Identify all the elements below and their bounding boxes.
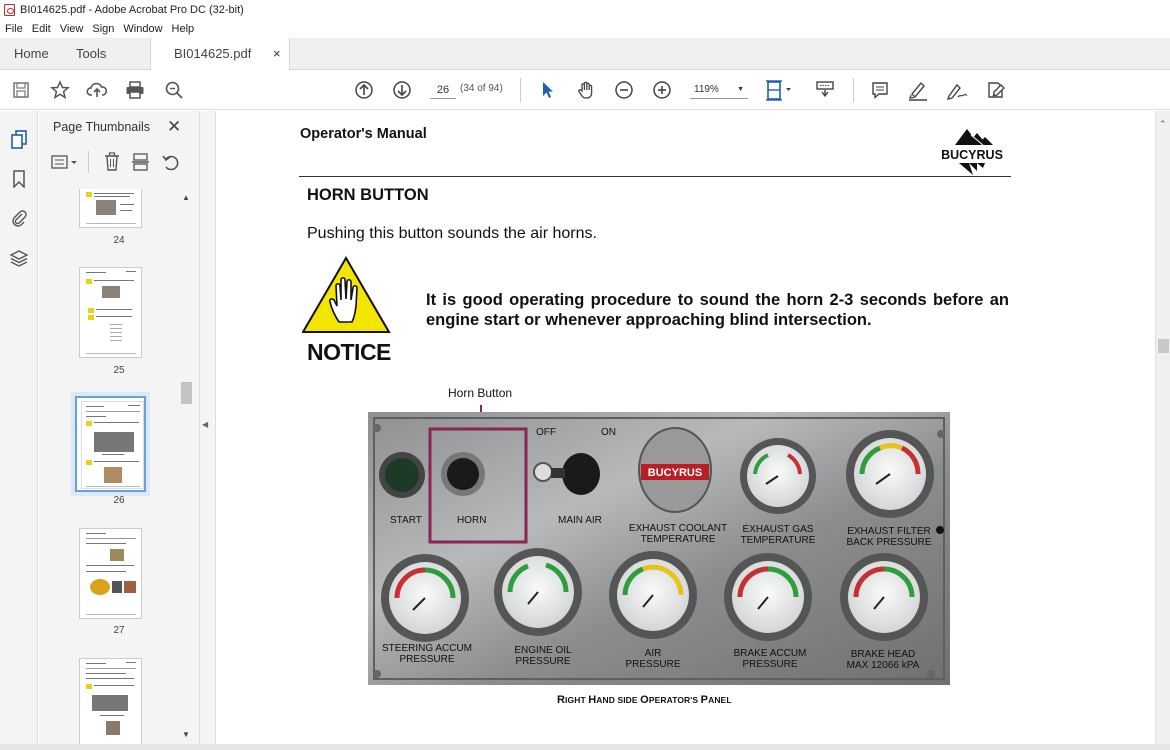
chevron-down-icon: ▼ [737, 86, 744, 93]
brake-accum-label: BRAKE ACCUM PRESSURE [733, 648, 807, 670]
tab-tools[interactable]: Tools [76, 46, 107, 61]
zoom-level-select[interactable] [690, 81, 748, 99]
horn-label: HORN [457, 515, 487, 526]
steering-accum-label: STEERING ACCUM PRESSURE [382, 643, 473, 665]
scroll-up-icon[interactable]: ⌃ [1159, 119, 1167, 129]
bookmarks-icon[interactable] [10, 170, 28, 188]
thumbnail-page-28[interactable] [79, 658, 142, 744]
thumbnail-list [39, 189, 199, 744]
toolbar-divider [853, 78, 854, 102]
figure-caption [557, 694, 732, 706]
sign-icon[interactable] [944, 78, 970, 102]
page-thumbnails-panel [39, 111, 199, 750]
print-icon[interactable] [124, 78, 146, 102]
exhaust-filter-label: EXHAUST FILTER BACK PRESSURE [846, 526, 932, 548]
hand-tool-icon[interactable] [574, 78, 598, 102]
exhaust-coolant-label: EXHAUST COOLANT TEMPERATURE [628, 523, 728, 545]
start-label: START [390, 515, 422, 526]
window-title: BI014625.pdf - Adobe Acrobat Pro DC (32-bit) [20, 4, 244, 16]
next-page-icon[interactable] [390, 78, 414, 102]
caption-part: H [588, 694, 597, 706]
menu-edit[interactable]: Edit [31, 23, 51, 35]
body-text: Pushing this button sounds the air horns. [307, 225, 597, 242]
undo-icon[interactable] [161, 152, 181, 177]
notice-label: NOTICE [307, 339, 391, 365]
thumbnail-label: 27 [113, 625, 125, 636]
collapse-panel-icon[interactable]: ◀ [202, 420, 209, 429]
thumbnail-label: 25 [113, 365, 125, 376]
tab-document-label: BI014625.pdf [174, 46, 252, 61]
caption-part: O [640, 694, 649, 706]
menu-help[interactable]: Help [171, 23, 195, 35]
menu-sign[interactable]: Sign [92, 23, 115, 35]
menu-bar [0, 20, 1170, 38]
attachments-icon[interactable] [10, 209, 28, 227]
tab-bar [0, 38, 1170, 70]
share-edit-icon[interactable] [984, 78, 1008, 102]
thumbnail-page-26[interactable] [75, 396, 146, 492]
scroll-up-icon[interactable]: ▲ [182, 193, 190, 202]
search-zoom-icon[interactable] [163, 78, 185, 102]
manual-header: Operator's Manual [300, 126, 427, 142]
page-thumbnails-icon[interactable] [10, 131, 28, 149]
previous-page-icon[interactable] [352, 78, 376, 102]
brake-head-label: BRAKE HEAD MAX 12066 kPA [846, 649, 920, 671]
bookmark-star-icon[interactable] [49, 78, 71, 102]
notice-text: It is good operating procedure to sound the horn 2-3 seconds before an engine start or whenever approaching blind intersection. [426, 291, 1009, 329]
zoom-in-icon[interactable] [650, 78, 674, 102]
scrollbar-handle[interactable] [181, 382, 192, 404]
header-rule [299, 176, 1011, 177]
scroll-down-icon[interactable]: ▼ [182, 730, 190, 739]
zoom-out-icon[interactable] [612, 78, 636, 102]
horizontal-scrollbar[interactable] [0, 744, 1170, 750]
exhaust-gas-label: EXHAUST GAS TEMPERATURE [740, 524, 816, 546]
section-title: HORN BUTTON [307, 186, 429, 204]
document-scrollbar[interactable] [1155, 111, 1170, 750]
horn-button-callout: Horn Button [448, 386, 513, 400]
menu-view[interactable]: View [59, 23, 84, 35]
thumbnail-toolbar [51, 151, 191, 175]
logo-text: BUCYRUS [941, 148, 1003, 162]
bucyrus-badge-text: BUCYRUS [647, 467, 703, 479]
page-number-input[interactable] [430, 81, 456, 99]
insert-page-icon[interactable] [131, 152, 151, 177]
close-panel-icon[interactable]: ✕ [167, 117, 182, 136]
cloud-upload-icon[interactable] [86, 78, 108, 102]
select-cursor-icon[interactable] [537, 78, 559, 102]
zoom-level-value: 119% [694, 84, 719, 95]
document-view [217, 111, 1155, 750]
panel-title: Page Thumbnails [53, 120, 151, 134]
menu-file[interactable]: File [5, 23, 23, 35]
title-bar [0, 0, 1170, 20]
page-count-label: (34 of 94) [460, 83, 503, 94]
main-air-label: MAIN AIR [558, 515, 602, 526]
thumbnail-scrollbar[interactable] [180, 194, 192, 742]
close-tab-icon[interactable]: × [273, 46, 281, 61]
highlight-pen-icon[interactable] [906, 78, 930, 102]
thumbnail-page-27[interactable] [79, 528, 142, 619]
caption-part: AND SIDE [596, 695, 641, 705]
toolbar-divider [520, 78, 521, 102]
menu-window[interactable]: Window [123, 23, 163, 35]
navigation-rail [0, 111, 38, 750]
on-label: ON [601, 427, 616, 438]
caption-part: PERATOR'S [648, 695, 701, 705]
options-menu-icon[interactable] [51, 153, 79, 176]
caption-part: IGHT [565, 695, 589, 705]
caption-part: R [557, 694, 566, 706]
tab-document[interactable] [150, 38, 290, 71]
panel-splitter[interactable] [199, 111, 216, 750]
off-label: OFF [536, 427, 556, 438]
comment-icon[interactable] [869, 78, 891, 102]
thumbnail-page-24[interactable] [79, 189, 142, 228]
scrollbar-handle[interactable] [1158, 339, 1169, 353]
bucyrus-logo [931, 123, 1013, 175]
thumbnail-page-25[interactable] [79, 267, 142, 358]
air-pressure-label: AIR PRESSURE [625, 648, 681, 670]
thumbnail-label: 26 [113, 495, 125, 506]
engine-oil-label: ENGINE OIL PRESSURE [514, 645, 572, 667]
panel-tools-divider [88, 151, 89, 173]
caption-part: P [700, 694, 709, 706]
thumbnail-label: 24 [113, 235, 125, 246]
fit-page-icon[interactable] [764, 78, 794, 102]
read-mode-icon[interactable] [814, 78, 836, 102]
save-icon[interactable] [10, 78, 32, 102]
acrobat-app-icon [4, 4, 15, 16]
tab-home[interactable]: Home [14, 46, 49, 61]
delete-page-icon[interactable] [103, 152, 121, 177]
toolbar [0, 70, 1170, 110]
operator-panel-photo [368, 412, 950, 685]
caption-part: ANEL [708, 695, 732, 705]
layers-icon[interactable] [10, 249, 28, 267]
